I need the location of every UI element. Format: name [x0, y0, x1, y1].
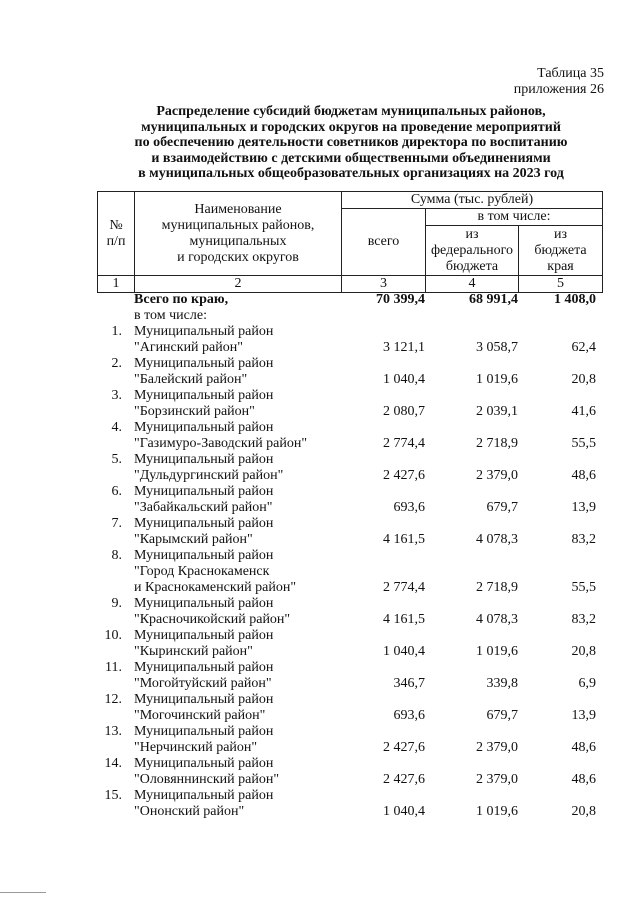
- table-row: [97, 388, 602, 420]
- value-total: 2 080,7: [383, 404, 425, 419]
- district-name: Муниципальный район "Могойтуйский район": [134, 660, 274, 691]
- row-number: 5.: [111, 452, 122, 467]
- value-federal: 1 019,6: [476, 804, 518, 819]
- value-federal: 4 078,3: [476, 612, 518, 627]
- table-row: [97, 692, 602, 724]
- value-total: 4 161,5: [383, 612, 425, 627]
- row-number: 8.: [111, 548, 122, 563]
- table-row: [97, 628, 602, 660]
- value-regional: 48,6: [571, 772, 596, 787]
- appendix-number: приложения 26: [513, 82, 604, 97]
- column-number: 2: [135, 276, 342, 293]
- value-federal: 4 078,3: [476, 532, 518, 547]
- row-number: 15.: [104, 788, 122, 803]
- value-regional: 20,8: [571, 644, 596, 659]
- value-regional: 48,6: [571, 468, 596, 483]
- header-regional-cell: из бюджета края: [519, 226, 603, 276]
- row-number: 10.: [104, 628, 122, 643]
- value-federal: 2 379,0: [476, 740, 518, 755]
- value-regional: 48,6: [571, 740, 596, 755]
- value-total: 2 427,6: [383, 740, 425, 755]
- value-federal: 2 718,9: [476, 436, 518, 451]
- value-regional: 83,2: [571, 532, 596, 547]
- value-regional: 83,2: [571, 612, 596, 627]
- column-number: 4: [426, 276, 519, 293]
- header-sum-cell: Сумма (тыс. рублей): [342, 192, 603, 209]
- row-number: 6.: [111, 484, 122, 499]
- value-total: 1 040,4: [383, 372, 425, 387]
- district-name: Муниципальный район "Борзинский район": [134, 388, 274, 419]
- table-row: [97, 660, 602, 692]
- total-row: [97, 292, 602, 324]
- table-row: [97, 548, 602, 596]
- value-total: 2 427,6: [383, 468, 425, 483]
- document-title: [90, 104, 612, 182]
- row-number: 7.: [111, 516, 122, 531]
- header-name-cell: Наименование муниципальных районов, муниципальных и городских округов: [135, 192, 342, 276]
- total-value-all: 70 399,4: [376, 292, 425, 307]
- value-federal: 2 039,1: [476, 404, 518, 419]
- district-name: Муниципальный район "Могочинский район": [134, 692, 274, 723]
- table-row: [97, 356, 602, 388]
- district-name: Муниципальный район "Дульдургинский район": [134, 452, 284, 483]
- header-federal-cell: из федерального бюджета: [426, 226, 519, 276]
- value-federal: 3 058,7: [476, 340, 518, 355]
- table-row: [97, 452, 602, 484]
- value-federal: 2 379,0: [476, 468, 518, 483]
- value-regional: 20,8: [571, 804, 596, 819]
- value-federal: 679,7: [486, 500, 518, 515]
- value-federal: 2 379,0: [476, 772, 518, 787]
- district-name: Муниципальный район "Газимуро-Заводский район": [134, 420, 308, 451]
- table-row: [97, 484, 602, 516]
- value-federal: 339,8: [486, 676, 518, 691]
- row-number: 9.: [111, 596, 122, 611]
- appendix-reference: [404, 66, 604, 98]
- title-line: и взаимодействию с детскими общественными объединениями: [151, 150, 551, 166]
- value-regional: 6,9: [578, 676, 596, 691]
- header-including-cell: в том числе:: [426, 209, 603, 226]
- value-total: 693,6: [393, 708, 425, 723]
- title-line: в муниципальных общеобразовательных организациях на 2023 год: [138, 166, 564, 182]
- district-name: Муниципальный район "Агинский район": [134, 324, 274, 355]
- title-line: муниципальных и городских округов на проведение мероприятий: [141, 119, 561, 135]
- value-federal: 2 718,9: [476, 580, 518, 595]
- table-row: [97, 324, 602, 356]
- value-total: 3 121,1: [383, 340, 425, 355]
- row-number: 12.: [104, 692, 122, 707]
- column-number: 1: [98, 276, 135, 293]
- district-name: Муниципальный район "Карымский район": [134, 516, 274, 547]
- row-number: 1.: [111, 324, 122, 339]
- value-federal: 1 019,6: [476, 644, 518, 659]
- value-total: 2 427,6: [383, 772, 425, 787]
- district-name: Муниципальный район "Ононский район": [134, 788, 274, 819]
- total-label: Всего по краю, в том числе:: [134, 292, 229, 323]
- value-regional: 13,9: [571, 500, 596, 515]
- header-total-cell: всего: [342, 209, 426, 276]
- district-name: Муниципальный район "Город Краснокаменск и Краснокаменский район": [134, 548, 297, 595]
- value-total: 4 161,5: [383, 532, 425, 547]
- column-number: 5: [519, 276, 603, 293]
- title-line: по обеспечению деятельности советников директора по воспитанию: [134, 135, 568, 151]
- scan-edge-line: [0, 892, 46, 893]
- table-row: [97, 724, 602, 756]
- value-federal: 679,7: [486, 708, 518, 723]
- district-name: Муниципальный район "Красночикойский район": [134, 596, 291, 627]
- row-number: 13.: [104, 724, 122, 739]
- district-name: Муниципальный район "Кыринский район": [134, 628, 274, 659]
- value-regional: 20,8: [571, 372, 596, 387]
- value-regional: 62,4: [571, 340, 596, 355]
- value-total: 2 774,4: [383, 580, 425, 595]
- district-name: Муниципальный район "Оловяннинский район": [134, 756, 280, 787]
- value-total: 1 040,4: [383, 804, 425, 819]
- value-federal: 1 019,6: [476, 372, 518, 387]
- column-number: 3: [342, 276, 426, 293]
- value-total: 2 774,4: [383, 436, 425, 451]
- district-name: Муниципальный район "Нерчинский район": [134, 724, 274, 755]
- table-header: [97, 191, 603, 293]
- row-number: 2.: [111, 356, 122, 371]
- value-regional: 13,9: [571, 708, 596, 723]
- value-regional: 55,5: [571, 580, 596, 595]
- total-value-regional: 1 408,0: [554, 292, 596, 307]
- row-number: 14.: [104, 756, 122, 771]
- table-row: [97, 516, 602, 548]
- row-number: 4.: [111, 420, 122, 435]
- table-row: [97, 756, 602, 788]
- value-total: 693,6: [393, 500, 425, 515]
- table-number: Таблица 35: [537, 66, 604, 81]
- header-num-cell: № п/п: [98, 192, 135, 276]
- value-total: 346,7: [393, 676, 425, 691]
- row-number: 11.: [105, 660, 122, 675]
- total-value-federal: 68 991,4: [469, 292, 518, 307]
- value-regional: 55,5: [571, 436, 596, 451]
- table-row: [97, 596, 602, 628]
- district-name: Муниципальный район "Балейский район": [134, 356, 274, 387]
- value-regional: 41,6: [571, 404, 596, 419]
- table-row: [97, 788, 602, 820]
- value-total: 1 040,4: [383, 644, 425, 659]
- district-name: Муниципальный район "Забайкальский район": [134, 484, 274, 515]
- title-line: Распределение субсидий бюджетам муниципальных районов,: [156, 104, 546, 119]
- table-row: [97, 420, 602, 452]
- row-number: 3.: [111, 388, 122, 403]
